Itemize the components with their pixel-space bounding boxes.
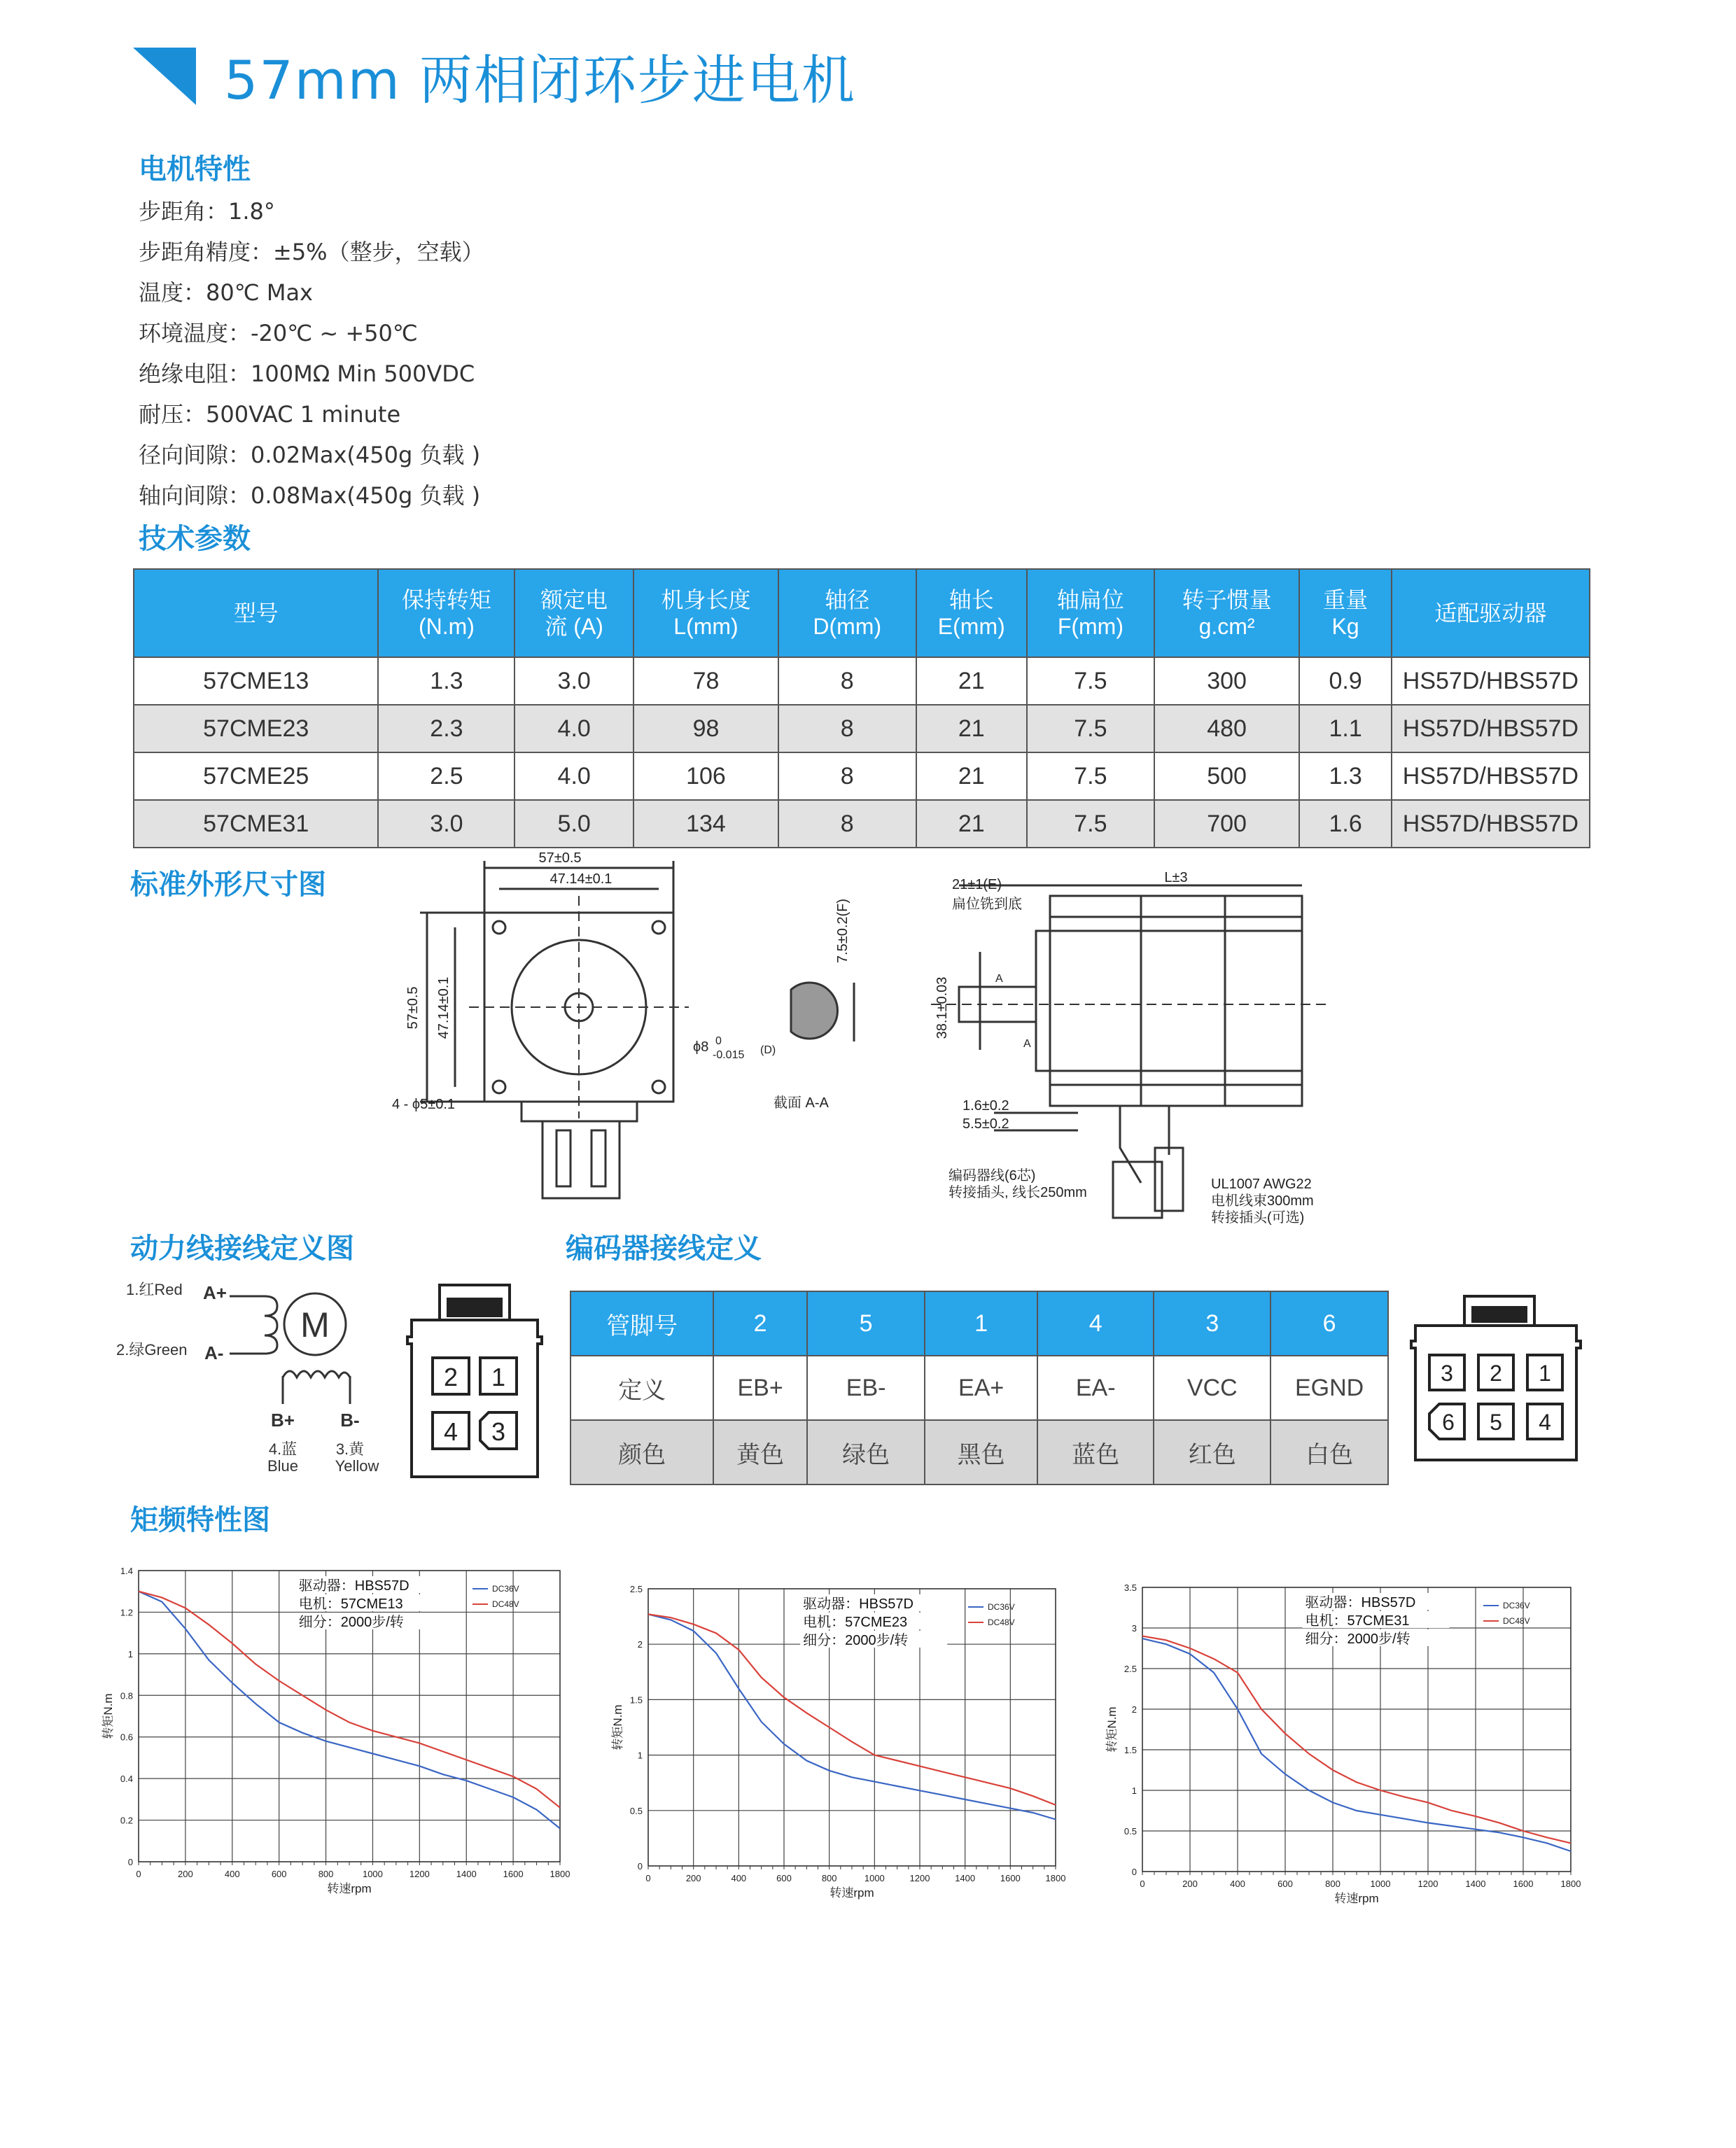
table-cell: HS57D/HBS57D [1392, 705, 1590, 752]
chart-annotation: 电机：57CME31 [1305, 1613, 1410, 1629]
column-header: 适配驱动器 [1392, 569, 1590, 657]
x-tick-label: 0 [645, 1873, 651, 1883]
x-tick-label: 1600 [1000, 1873, 1021, 1883]
table-cell: 21 [916, 657, 1027, 705]
x-tick-label: 200 [685, 1873, 701, 1883]
dim-label: 47.14±0.1 [436, 976, 451, 1039]
y-tick-label: 2 [637, 1639, 643, 1650]
table-cell: 98 [634, 705, 778, 752]
x-tick-label: 800 [1325, 1879, 1340, 1889]
x-tick-label: 600 [271, 1869, 287, 1879]
table-cell: 8 [778, 752, 916, 800]
table-cell: 7.5 [1027, 705, 1154, 752]
x-tick-label: 1400 [1465, 1879, 1486, 1889]
table-cell: 黑色 [925, 1420, 1037, 1484]
table-cell: 3.0 [514, 657, 634, 705]
table-cell: 5.0 [514, 800, 634, 848]
column-header: 轴长 E(mm) [916, 569, 1027, 657]
table-cell: 57CME23 [134, 705, 378, 752]
wire-label: B+ [271, 1410, 295, 1431]
table-cell: EA+ [925, 1356, 1037, 1420]
wire-label: 1.红Red [126, 1281, 183, 1298]
table-cell: 1.6 [1299, 800, 1392, 848]
x-tick-label: 800 [318, 1869, 334, 1879]
dim-label: 截面 A-A [774, 1095, 829, 1111]
column-header: 保持转矩 (N.m) [378, 569, 514, 657]
table-row [570, 1356, 1388, 1420]
column-header: 5 [807, 1291, 925, 1356]
table-cell: 4.0 [514, 705, 634, 752]
wire-label: A- [204, 1342, 224, 1363]
table-cell: 3.0 [378, 800, 514, 848]
y-axis-label: 转矩N.m [102, 1693, 115, 1739]
column-header: 轴扁位 F(mm) [1027, 569, 1154, 657]
x-tick-label: 1000 [864, 1873, 885, 1883]
chart-annotation: 细分：2000步/转 [803, 1633, 909, 1648]
table-cell: 700 [1154, 800, 1300, 848]
table-cell: 57CME13 [134, 657, 378, 705]
x-tick-label: 1400 [456, 1869, 477, 1879]
power-wiring-heading: 动力线接线定义图 [130, 1233, 354, 1265]
table-cell: 480 [1154, 705, 1300, 752]
motor-body [1050, 896, 1302, 1106]
table-cell: 2.3 [378, 705, 514, 752]
table-cell: EB+ [713, 1356, 807, 1420]
pin-number: 3 [1441, 1361, 1453, 1386]
y-tick-label: 1.5 [629, 1694, 643, 1706]
pin-number: 4 [443, 1417, 458, 1446]
pin-number: 6 [1442, 1410, 1455, 1435]
y-tick-label: 1 [1131, 1785, 1137, 1796]
dim-label: 4 - ϕ5±0.1 [392, 1097, 455, 1112]
wire-label: Yellow [335, 1457, 379, 1475]
wire-label: A+ [203, 1282, 227, 1303]
y-tick-label: 1 [127, 1648, 133, 1659]
property-item: 环境温度：-20℃ ~ +50℃ [139, 320, 418, 346]
dim-label: 扁位铣到底 [952, 897, 1022, 912]
x-tick-label: 200 [1182, 1879, 1198, 1889]
x-tick-label: 1600 [503, 1869, 524, 1879]
dim-label: L±3 [1164, 870, 1188, 885]
column-header: 4 [1037, 1291, 1154, 1356]
column-header: 机身长度 L(mm) [634, 569, 778, 657]
dim-label: A [1023, 1038, 1031, 1050]
dim-label: 47.14±0.1 [550, 871, 612, 887]
table-cell: HS57D/HBS57D [1392, 752, 1590, 800]
y-tick-label: 0.4 [120, 1774, 133, 1785]
table-cell: 白色 [1270, 1420, 1388, 1484]
y-tick-label: 0 [637, 1861, 643, 1872]
x-tick-label: 1000 [362, 1869, 383, 1879]
y-tick-label: 0.6 [120, 1732, 133, 1743]
x-tick-label: 600 [1278, 1879, 1293, 1889]
pin-number: 4 [1539, 1410, 1551, 1435]
dim-label: 57±0.5 [405, 986, 421, 1030]
table-cell: 21 [916, 800, 1027, 848]
y-tick-label: 0.5 [1124, 1826, 1137, 1837]
pin-number: 1 [491, 1363, 506, 1391]
y-tick-label: 2.5 [1124, 1664, 1137, 1674]
column-header: 轴径 D(mm) [778, 569, 916, 657]
x-tick-label: 1200 [409, 1869, 430, 1879]
x-tick-label: 400 [224, 1869, 240, 1879]
table-cell: 8 [778, 705, 916, 752]
x-tick-label: 1800 [1045, 1873, 1066, 1883]
x-tick-label: 1600 [1513, 1879, 1534, 1889]
y-tick-label: 1.4 [120, 1566, 133, 1576]
x-tick-label: 1800 [550, 1869, 570, 1879]
table-cell: 蓝色 [1037, 1420, 1154, 1484]
table-cell: 0.9 [1299, 657, 1392, 705]
x-axis-label: 转速rpm [327, 1882, 372, 1895]
table-cell: HS57D/HBS57D [1392, 657, 1590, 705]
column-header: 重量 Kg [1299, 569, 1392, 657]
table-cell: VCC [1154, 1356, 1270, 1420]
page-title: 57mm 两相闭环步进电机 [224, 49, 856, 111]
y-tick-label: 0 [1131, 1867, 1137, 1877]
table-header-row [570, 1291, 1388, 1356]
table-cell: 78 [634, 657, 778, 705]
table-cell: EA- [1037, 1356, 1154, 1420]
torque-chart-3 [1102, 1572, 1581, 1908]
pin-number: 2 [1490, 1361, 1502, 1386]
property-item: 绝缘电阻：100MΩ Min 500VDC [139, 360, 475, 387]
table-header-row [134, 569, 1590, 657]
encoder-wiring-table [570, 1291, 1389, 1485]
property-item: 耐压：500VAC 1 minute [139, 401, 401, 428]
dim-label: -0.015 [713, 1049, 745, 1061]
property-item: 步距角：1.8° [139, 198, 275, 225]
table-cell: 21 [916, 752, 1027, 800]
property-item: 轴向间隙：0.08Max(450g 负载 ) [139, 482, 481, 509]
legend-label: DC48V [1503, 1616, 1530, 1626]
table-cell: 21 [916, 705, 1027, 752]
x-tick-label: 1800 [1560, 1879, 1581, 1889]
property-item: 步距角精度：±5%（整步，空载） [139, 239, 484, 265]
dim-label: UL1007 AWG22 [1211, 1177, 1312, 1192]
dim-label: 转接插头(可选) [1211, 1210, 1305, 1226]
pin-number: 1 [1539, 1361, 1551, 1386]
table-cell: 57CME25 [134, 752, 378, 800]
dimensions-heading: 标准外形尺寸图 [130, 869, 326, 901]
table-cell: 1.1 [1299, 705, 1392, 752]
legend-label: DC48V [492, 1599, 519, 1609]
dim-label: 电机线束300mm [1211, 1193, 1314, 1209]
table-cell: 7.5 [1027, 657, 1154, 705]
table-cell: 1.3 [378, 657, 514, 705]
chart-annotation: 驱动器：HBS57D [298, 1578, 410, 1594]
table-cell: EB- [807, 1356, 925, 1420]
x-tick-label: 0 [1140, 1879, 1145, 1889]
power-wiring-diagram [112, 1271, 406, 1481]
y-axis-label: 转矩N.m [1105, 1706, 1119, 1753]
dim-label: 1.6±0.2 [962, 1098, 1009, 1114]
dim-label: 21±1(E) [952, 877, 1002, 892]
property-item: 径向间隙：0.02Max(450g 负载 ) [139, 442, 481, 468]
table-cell: 500 [1154, 752, 1300, 800]
column-header: 型号 [134, 569, 378, 657]
wire-label: B- [340, 1410, 360, 1431]
x-tick-label: 1200 [909, 1873, 930, 1883]
column-header: 1 [925, 1291, 1037, 1356]
y-axis-label: 转矩N.m [611, 1704, 624, 1750]
table-cell: 颜色 [570, 1420, 713, 1484]
table-cell: 绿色 [807, 1420, 925, 1484]
pin-number: 2 [443, 1363, 458, 1391]
motor-characteristics-heading: 电机特性 [139, 153, 251, 185]
dim-label: 7.5±0.2(F) [835, 898, 850, 964]
column-header: 管脚号 [570, 1291, 713, 1356]
dim-label: (D) [760, 1044, 776, 1056]
x-tick-label: 1200 [1418, 1879, 1438, 1889]
dim-label: ϕ8 [693, 1039, 709, 1055]
power-connector-diagram [405, 1281, 545, 1484]
table-cell: 定义 [570, 1356, 713, 1420]
column-header: 转子惯量 g.cm² [1154, 569, 1300, 657]
y-tick-label: 0.2 [120, 1815, 133, 1826]
x-tick-label: 400 [1230, 1879, 1245, 1889]
legend-label: DC36V [492, 1584, 519, 1594]
pin-number: 5 [1490, 1410, 1502, 1435]
dim-label: 编码器线(6芯) [948, 1168, 1036, 1184]
table-cell: 2.5 [378, 752, 514, 800]
x-tick-label: 0 [136, 1869, 141, 1879]
y-tick-label: 3 [1131, 1623, 1137, 1634]
table-cell: 7.5 [1027, 800, 1154, 848]
motor-label: M [300, 1305, 330, 1345]
y-tick-label: 0.5 [629, 1805, 643, 1816]
chart-annotation: 驱动器：HBS57D [803, 1596, 913, 1612]
torque-chart-2 [608, 1573, 1066, 1902]
y-tick-label: 1.5 [1124, 1745, 1137, 1755]
table-row [134, 800, 1590, 848]
chart-annotation: 驱动器：HBS57D [1305, 1595, 1416, 1610]
table-cell: 134 [634, 800, 778, 848]
torque-heading: 矩频特性图 [130, 1504, 270, 1536]
chart-annotation: 电机：57CME23 [803, 1615, 908, 1630]
table-cell: 57CME31 [134, 800, 378, 848]
table-row [134, 752, 1590, 800]
tech-params-heading: 技术参数 [139, 523, 251, 555]
property-item: 温度：80℃ Max [139, 279, 313, 306]
y-tick-label: 2 [1131, 1704, 1137, 1715]
legend-label: DC36V [1503, 1601, 1530, 1610]
x-tick-label: 200 [178, 1869, 193, 1879]
chart-annotation: 电机：57CME13 [298, 1596, 403, 1612]
table-cell: 300 [1154, 657, 1300, 705]
legend-label: DC48V [988, 1617, 1015, 1627]
column-header: 额定电 流 (A) [514, 569, 634, 657]
dim-label: 5.5±0.2 [962, 1116, 1009, 1132]
dim-label: 57±0.5 [538, 850, 582, 866]
table-cell: 7.5 [1027, 752, 1154, 800]
chart-annotation: 细分：2000步/转 [1305, 1631, 1410, 1647]
wire-label: 3.黄 [335, 1440, 365, 1458]
y-tick-label: 0 [127, 1857, 133, 1867]
x-axis-label: 转速rpm [830, 1886, 874, 1900]
wire-label: 4.蓝 [268, 1440, 298, 1458]
table-cell: 黄色 [713, 1420, 807, 1484]
y-tick-label: 1.2 [120, 1607, 133, 1618]
wire-label: Blue [267, 1457, 299, 1475]
table-cell: 4.0 [514, 752, 634, 800]
column-header: 3 [1154, 1291, 1270, 1356]
table-row [134, 657, 1590, 705]
y-tick-label: 0.8 [120, 1690, 133, 1701]
y-tick-label: 1 [637, 1750, 643, 1761]
chart-annotation: 细分：2000步/转 [298, 1615, 404, 1630]
wire-label: 2.绿Green [116, 1341, 188, 1359]
x-tick-label: 800 [821, 1873, 837, 1883]
encoder-wiring-heading: 编码器接线定义 [566, 1233, 762, 1265]
encoder-connector-diagram [1408, 1292, 1583, 1467]
title-triangle-icon [133, 48, 196, 105]
table-cell: 8 [778, 800, 916, 848]
y-tick-label: 2.5 [629, 1584, 643, 1594]
x-tick-label: 1400 [955, 1873, 976, 1883]
table-cell: 1.3 [1299, 752, 1392, 800]
table-cell: 8 [778, 657, 916, 705]
y-tick-label: 3.5 [1124, 1582, 1137, 1593]
x-tick-label: 400 [731, 1873, 747, 1883]
column-header: 2 [713, 1291, 807, 1356]
table-cell: HS57D/HBS57D [1392, 800, 1590, 848]
tech-params-table [133, 568, 1590, 848]
dimension-drawing [385, 850, 1400, 1246]
legend-label: DC36V [988, 1602, 1015, 1612]
torque-chart-1 [98, 1555, 570, 1898]
dim-label: 转接插头, 线长250mm [948, 1185, 1087, 1200]
dim-label: A [995, 973, 1003, 985]
dim-label: 0 [715, 1035, 722, 1047]
x-tick-label: 600 [776, 1873, 792, 1883]
x-axis-label: 转速rpm [1334, 1892, 1379, 1905]
table-cell: 106 [634, 752, 778, 800]
table-row [570, 1420, 1388, 1484]
table-row [134, 705, 1590, 752]
pin-number: 3 [491, 1417, 506, 1446]
x-tick-label: 1000 [1370, 1879, 1391, 1889]
table-cell: EGND [1270, 1356, 1388, 1420]
table-cell: 红色 [1154, 1420, 1270, 1484]
column-header: 6 [1270, 1291, 1388, 1356]
dim-label: 38.1±0.03 [934, 976, 950, 1039]
